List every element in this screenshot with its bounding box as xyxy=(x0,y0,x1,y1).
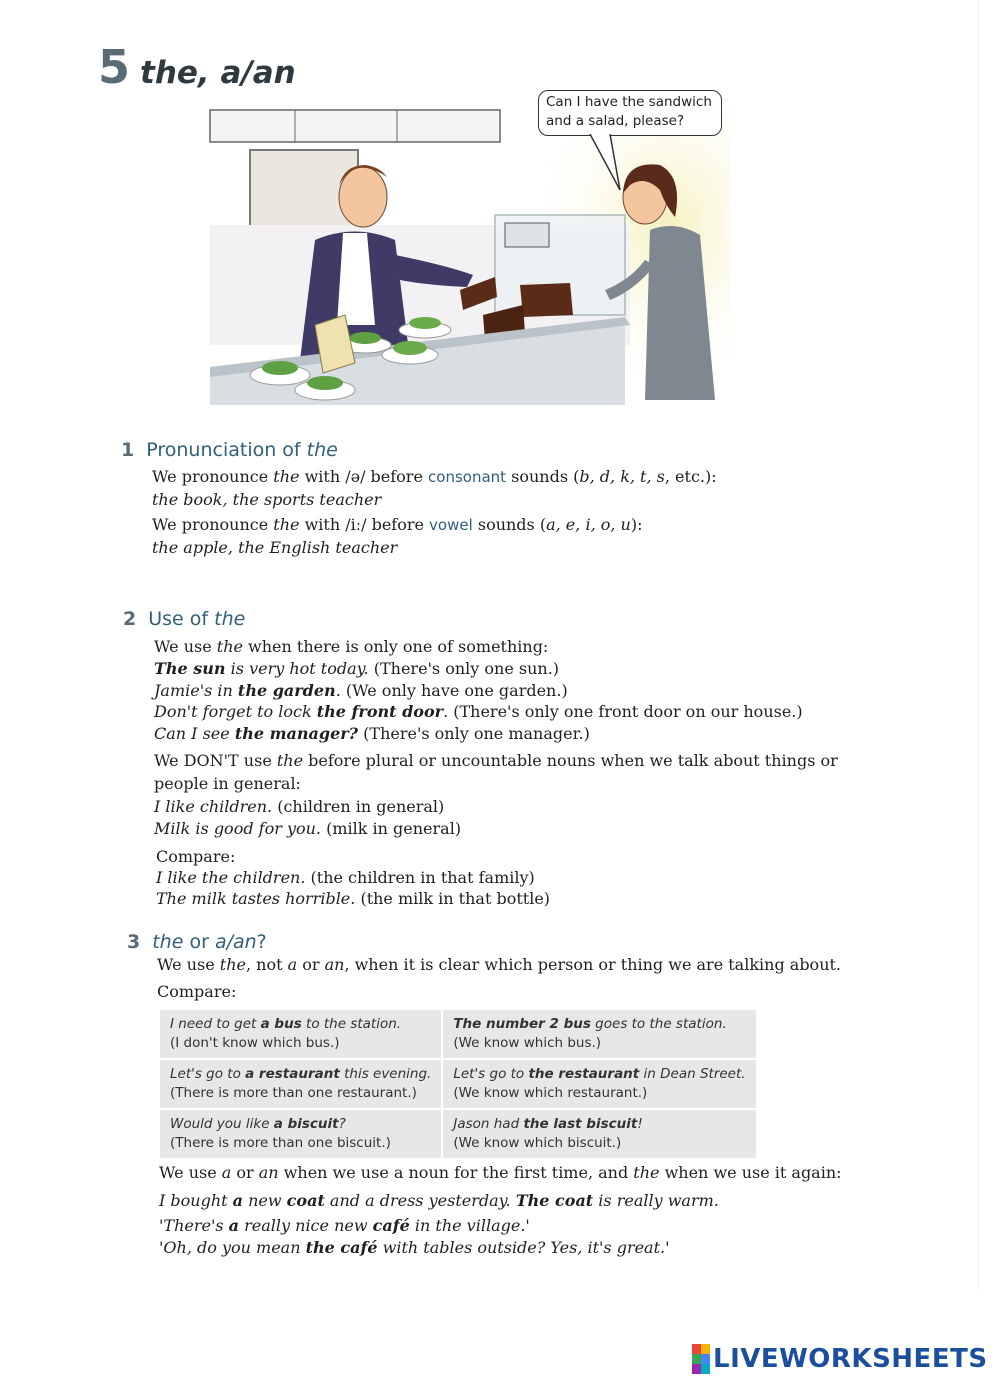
salad xyxy=(349,332,381,344)
section-2-dont-rule-cont: people in general: xyxy=(154,774,301,793)
section-1-heading-text: Pronunciation of xyxy=(146,439,307,461)
section-3-rule: We use a or an when we use a noun for the first time, and the when we use it again: xyxy=(159,1163,842,1182)
section-2-compare: Compare: xyxy=(156,847,236,866)
salad xyxy=(409,317,441,329)
table-cell: Jason had the last biscuit! (We know which biscuit.) xyxy=(443,1110,755,1158)
section-3-example-1: I bought a new coat and a dress yesterday. The coat is really warm. xyxy=(159,1191,719,1210)
section-1-rule-1: We pronounce the with /ə/ before consonant sounds (b, d, k, t, s, etc.): xyxy=(152,467,717,486)
salad xyxy=(262,361,298,375)
section-3-intro: We use the, not a or an, when it is clear which person or thing we are talking about. xyxy=(157,955,842,974)
section-2-example-5: I like children. (children in general) xyxy=(154,797,445,816)
unit-number: 5 xyxy=(98,40,131,94)
section-1-heading xyxy=(121,439,338,461)
section-1-rule-2: We pronounce the with /iː/ before vowel sounds (a, e, i, o, u): xyxy=(152,515,643,534)
unit-title xyxy=(98,40,296,94)
section-2-example-2: Jamie's in the garden. (We only have one garden.) xyxy=(154,681,568,700)
salad xyxy=(393,341,427,355)
section-2-example-3: Don't forget to lock the front door. (There's only one front door on our house.) xyxy=(154,702,803,721)
section-1-number: 1 xyxy=(121,439,135,461)
page-edge xyxy=(978,0,979,1290)
table-cell: Would you like a biscuit? (There is more than one biscuit.) xyxy=(160,1110,441,1158)
section-3-compare: Compare: xyxy=(157,982,237,1001)
menu-shelf xyxy=(210,110,500,142)
cafe-illustration xyxy=(205,105,730,405)
section-3-example-2: 'There's a really nice new café in the village.' xyxy=(159,1216,530,1235)
section-2-example-4: Can I see the manager? (There's only one manager.) xyxy=(154,724,590,743)
section-2-example-6: Milk is good for you. (milk in general) xyxy=(154,819,462,838)
salad xyxy=(307,376,343,390)
table-row xyxy=(160,1110,756,1158)
section-1-heading-word: the xyxy=(306,439,338,461)
speech-line-1: Can I have the sandwich xyxy=(546,94,712,110)
section-2-dont-rule: We DON'T use the before plural or uncountable nouns when we talk about things or xyxy=(154,751,838,770)
cake xyxy=(520,283,573,317)
section-2-example-7: I like the children. (the children in that family) xyxy=(156,868,535,887)
section-2-example-1: The sun is very hot today. (There's only one sun.) xyxy=(154,659,560,678)
section-2-example-8: The milk tastes horrible. (the milk in that bottle) xyxy=(156,889,551,908)
table-cell: Let's go to a restaurant this evening. (There is more than one restaurant.) xyxy=(160,1060,441,1108)
speech-bubble-tail xyxy=(588,134,628,194)
unit-name: the, a/an xyxy=(140,55,296,91)
table-cell: I need to get a bus to the station. (I don't know which bus.) xyxy=(160,1010,441,1058)
section-2-number: 2 xyxy=(123,608,137,630)
liveworksheets-text: LIVEWORKSHEETS xyxy=(713,1344,988,1374)
waiter-head xyxy=(339,167,387,227)
section-3-heading: 3 the or a/an? xyxy=(127,931,267,953)
section-2-heading-word: the xyxy=(214,608,246,630)
section-2-heading xyxy=(123,608,245,630)
section-3-number: 3 xyxy=(127,931,141,953)
liveworksheets-brand xyxy=(692,1344,988,1374)
section-2-heading-text: Use of xyxy=(148,608,215,630)
section-1-example-1: the book, the sports teacher xyxy=(152,490,382,509)
speech-bubble xyxy=(538,90,722,136)
table-row xyxy=(160,1010,756,1058)
section-1-example-2: the apple, the English teacher xyxy=(152,538,398,557)
table-cell: Let's go to the restaurant in Dean Street. (We know which restaurant.) xyxy=(443,1060,755,1108)
table-row xyxy=(160,1060,756,1108)
till xyxy=(505,223,549,247)
compare-table xyxy=(158,1008,758,1160)
speech-line-2: and a salad, please? xyxy=(546,113,685,129)
section-3-example-3: 'Oh, do you mean the café with tables outside? Yes, it's great.' xyxy=(159,1238,670,1257)
liveworksheets-logo-icon xyxy=(692,1344,710,1374)
section-2-intro: We use the when there is only one of something: xyxy=(154,637,549,656)
table-cell: The number 2 bus goes to the station. (We know which bus.) xyxy=(443,1010,755,1058)
